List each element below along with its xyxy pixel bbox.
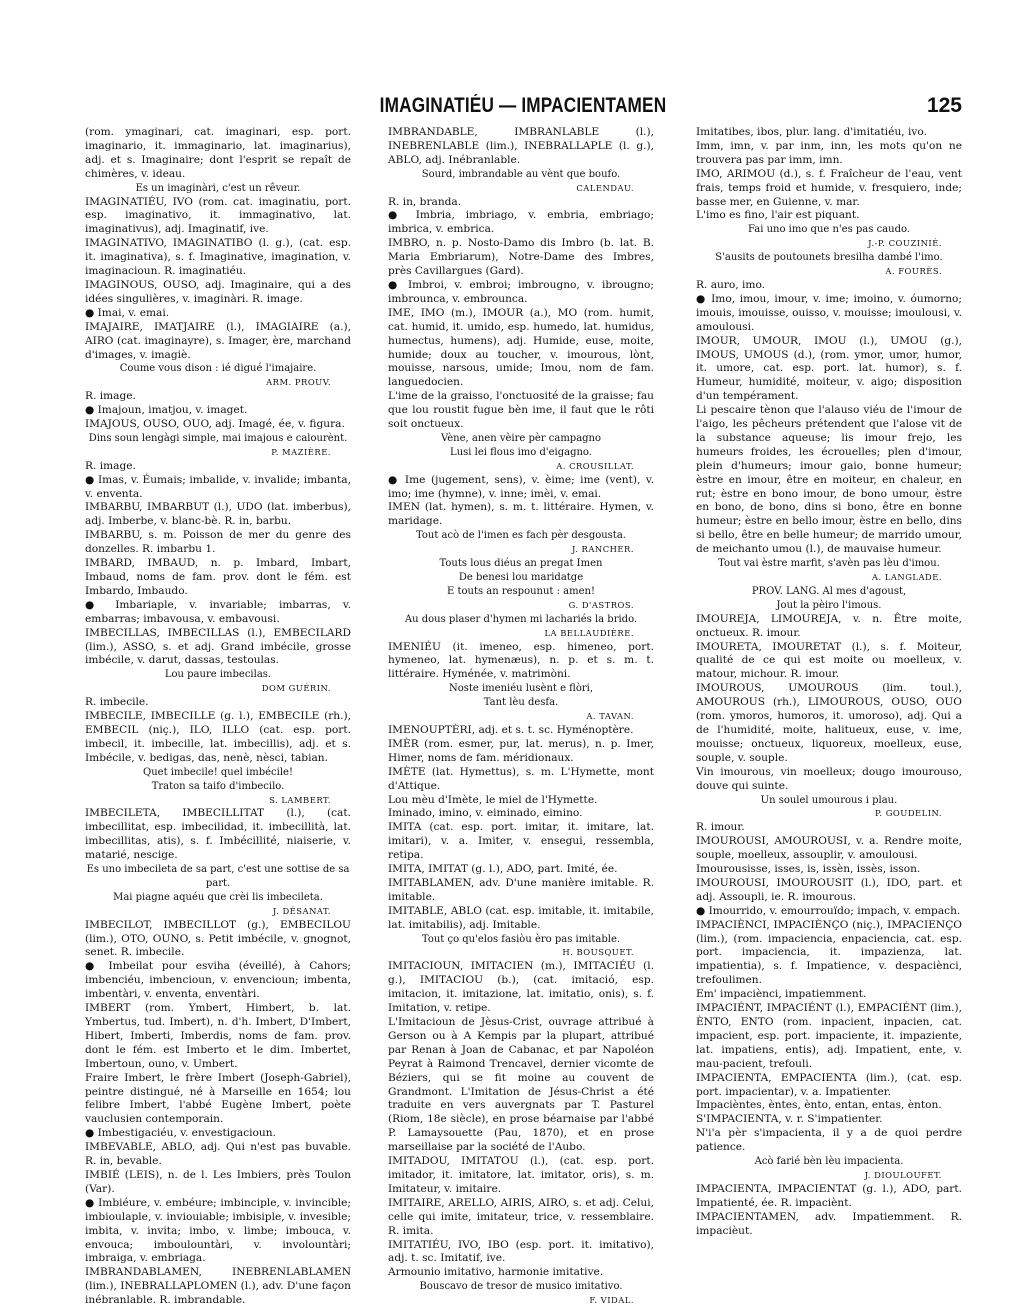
quotation-line: S'ausits de poutounets bresilha dambé l'imo. bbox=[715, 252, 943, 264]
quotation-line: Fai uno imo que n'es pas caudo. bbox=[747, 224, 911, 236]
dictionary-entry: Vin imourous, vin moelleux; dougo imourouso, douve qui suinte. bbox=[696, 765, 962, 792]
dictionary-entry: IMENIÉU (it. imeneo, esp. himeneo, port. hymeneo, lat. hymenæus), n. p. et s. m. t. littéraire. Hyménée, v. matrimòni. bbox=[388, 640, 654, 681]
quotation-line: Tout acò de l'imen es fach pèr desgousta. bbox=[416, 530, 626, 542]
dictionary-entry: N'i'a pèr s'impacienta, il y a de quoi perdre patience. bbox=[696, 1127, 962, 1154]
quote-author: J. DÉSANAT. bbox=[272, 905, 331, 916]
dictionary-entry: R. imour. bbox=[696, 821, 745, 834]
quotation-line: Vène, anen vèire pèr campagno bbox=[440, 432, 602, 444]
quote-author: J.-P. COUZINIÉ. bbox=[868, 238, 942, 249]
quotation-line: Tant lèu desfa. bbox=[483, 697, 559, 709]
quotation-line: Tout vai èstre marfit, s'avèn pas lèu d'imou. bbox=[718, 558, 940, 570]
dictionary-entry: IMOURETA, IMOURETAT (l.), s. f. Moiteur, qualité de ce qui est moite ou moelleux, v. matour, michour. R. imour. bbox=[696, 640, 962, 681]
quotation-line: PROV. LANG. Al mes d'agoust, bbox=[751, 585, 907, 597]
dictionary-entry: Armounio imitativo, harmonie imitative. bbox=[388, 1266, 604, 1279]
dictionary-entry: Imm, imn, v. par inm, inn, les mots qu'on ne trouvera pas par imm, imn. bbox=[696, 139, 962, 166]
quotation-line: Coume vous dison : ié digué l'imajaire. bbox=[119, 363, 317, 375]
dictionary-entry: ● Imai, v. emai. bbox=[85, 306, 170, 319]
quote-author: A. TAVAN. bbox=[586, 711, 634, 722]
dictionary-entry: IMPACIENTA, IMPACIENTAT (g. l.), ADO, part. Impatienté, ée. R. impaciènt. bbox=[696, 1182, 962, 1209]
dictionary-entry: IMITA, IMITAT (g. l.), ADO, part. Imité, ée. bbox=[388, 863, 618, 876]
quote-author: LA BELLAUDIÈRE. bbox=[544, 627, 634, 638]
column-3 bbox=[696, 126, 962, 1236]
quotation-line: Noste imeniéu lusènt e flòri, bbox=[448, 683, 594, 695]
dictionary-entry: L'Imitacioun de Jèsus-Crist, ouvrage attribué à Gerson ou à A Kempis par la plupart, attribué par Renan à Joan de Cabanac, et par Napoléon Peyrat à Raimond Trencavel, dernier vicomte de Béziers, qui se fit moine au couvent de Grandmont. L'Imitation de Jésus-Christ a été traduite en vers auvergnats par T. Pasturel (Riom, 18e siècle), en prose béarnaise par l'abbé P. Lamaysouette (Pau, 1870), et en prose marseillaise par la société de l'Aubo. bbox=[388, 1016, 654, 1154]
dictionary-entry: IMENOUPTÈRI, adj. et s. t. sc. Hyménoptère. bbox=[388, 723, 634, 736]
dictionary-entry: ● Imajoun, imatjou, v. imaget. bbox=[85, 404, 248, 417]
dictionary-entry: IMAJAIRE, IMATJAIRE (l.), IMAGIAIRE (a.), AIRO (cat. imaginayre), s. Imager, ère, marchand d'images, v. imagiè. bbox=[85, 320, 351, 361]
column-2 bbox=[388, 126, 654, 1306]
dictionary-entry: IMITAIRE, ARELLO, AIRIS, AIRO, s. et adj. Celui, celle qui imite, imitateur, trice, v. ressemblaire. R. imita. bbox=[388, 1196, 654, 1237]
dictionary-entry: R. image. bbox=[85, 390, 136, 403]
dictionary-entry: IMPACIENTAMEN, adv. Impatiemment. R. impacièut. bbox=[696, 1210, 962, 1237]
quote-author: A. LANGLADE. bbox=[871, 572, 942, 582]
quote-author: CALENDAU. bbox=[576, 182, 634, 193]
dictionary-entry: Lou mèu d'Imète, le miel de l'Hymette. bbox=[388, 793, 598, 806]
dictionary-entry: IMOUROUSI, IMOUROUSIT (l.), IDO, part. et adj. Assoupli, ie. R. imourous. bbox=[696, 876, 962, 903]
quotation-line: Es un imaginàri, c'est un rêveur. bbox=[135, 182, 301, 194]
dictionary-entry: IMBEVABLE, ABLO, adj. Qui n'est pas buvable. R. in, bevable. bbox=[85, 1141, 351, 1168]
quote-author: J. DIOULOUFET. bbox=[864, 1169, 942, 1180]
dictionary-entry: L'imo es fino, l'air est piquant. bbox=[696, 209, 860, 222]
quotation-line: Lusi lei flous imo d'eigagno. bbox=[450, 446, 592, 458]
dictionary-entry: IMBECILE, IMBECILLE (g. l.), EMBECILE (rh.), EMBECIL (niç.), ILO, ILLO (cat. esp. port. imbecil, it. imbecille, lat. imbecillis), adj. et s. Imbécile, v. bedigas, das, nenè, nèsci, tabian. bbox=[85, 710, 351, 764]
quote-author: H. BOUSQUET. bbox=[562, 947, 634, 958]
quotation-line: Quet imbecile! quel imbécile! bbox=[143, 766, 293, 778]
dictionary-entry: IMBARBU, s. m. Poisson de mer du genre des donzelles. R. imbarbu 1. bbox=[85, 529, 351, 556]
dictionary-entry: IMITABLE, ABLO (cat. esp. imitable, it. imitabile, lat. imitabilis), adj. Imitable. bbox=[388, 904, 654, 931]
dictionary-entry: IMAJOUS, OUSO, OUO, adj. Imagé, ée, v. figura. bbox=[85, 418, 345, 431]
dictionary-entry: S'IMPACIENTA, v. r. S'impatienter. bbox=[696, 1113, 883, 1126]
dictionary-entry: IMÈTE (lat. Hymettus), s. m. L'Hymette, mont d'Attique. bbox=[388, 765, 654, 792]
dictionary-entry: IMOUROUSI, AMOUROUSI, v. a. Rendre moite, souple, moelleux, assouplir, v. amoulousi. bbox=[696, 835, 962, 862]
quotation-line: De benesi lou maridatge bbox=[458, 572, 584, 583]
dictionary-entry: IMITACIOUN, IMITACIEN (m.), IMITACIÉU (l. g.), IMITACIOU (b.), (cat. imitació, esp. imitacion, it. imitazione, lat. imitatio, onis), s. f. Imitation, v. retipe. bbox=[388, 960, 654, 1015]
quotation-line: Au dous plaser d'hymen mi lachariés la brido. bbox=[404, 613, 638, 625]
dictionary-entry: (rom. ymaginari, cat. imaginari, esp. port. imaginario, it. immaginario, lat. imaginarius), adj. et s. Imaginaire; dont l'esprit se repaît de chimères, v. ideau. bbox=[85, 126, 351, 180]
dictionary-entry: IMBRANDABLAMEN, INEBRENLABLAMEN (lim.), INEBRALLAPLOMEN (l.), adv. D'une façon inébranlable. R. imbrandable. bbox=[85, 1266, 351, 1307]
dictionary-entry: IME, IMO (m.), IMOUR (a.), MO (rom. humit, cat. humid, it. umido, esp. humedo, lat. humidus, humectus, humens), adj. Humide, euse, moite, humide; doux au toucher, v. imourous, lònt, mouisse, narsous, umide; Imou, nom de fam. languedocien. bbox=[388, 306, 654, 389]
quote-author: P. GOUDELIN. bbox=[874, 808, 942, 819]
dictionary-entry: R. imbecile. bbox=[85, 696, 149, 709]
dictionary-entry: IMAGINATIÉU, IVO (rom. cat. imaginatiu, port. esp. imaginativo, it. immaginativo, lat. imaginativus), adj. Imaginatif, ive. bbox=[85, 195, 351, 236]
dictionary-entry: ● Imourrido, v. emourrouïdo; impach, v. empach. bbox=[696, 904, 961, 917]
dictionary-entry: ● Imbariaple, v. invariable; imbarras, v. embarras; imbavousa, v. embavousi. bbox=[85, 598, 351, 625]
quote-author: A. FOURÈS. bbox=[885, 266, 942, 277]
dictionary-entry: IMITA (cat. esp. port. imitar, it. imitare, lat. imitari), v. a. Imiter, v. ensegui, ressembla, retipa. bbox=[388, 821, 654, 862]
quote-author: G. D'ASTROS. bbox=[568, 599, 634, 610]
dictionary-entry: IMBECILOT, IMBECILLOT (g.), EMBECILOU (lim.), OTO, OUNO, s. Petit imbécile, v. gnognot, senet. R. imbecile. bbox=[85, 918, 351, 959]
quotation-line: Bouscavo de tresor de musico imitativo. bbox=[419, 1281, 623, 1293]
dictionary-entry: L'ime de la graisso, l'onctuosité de la graisse; fau que lou roustit fugue bèn ime, il faut que le rôti soit onctueux. bbox=[388, 390, 654, 431]
quotation-line: Touts lous diéus an pregat Imen bbox=[439, 558, 603, 570]
page-header bbox=[84, 94, 962, 124]
dictionary-entry: IMOUREJA, LIMOUREJA, v. n. Être moite, onctueux. R. imour. bbox=[696, 612, 962, 639]
dictionary-entry: ● Imas, v. Éumais; imbalide, v. invalide; imbanta, v. enventa. bbox=[85, 473, 351, 500]
dictionary-entry: ● Imbroi, v. embroi; imbrougno, v. ibrougno; imbrounca, v. embrounca. bbox=[388, 278, 654, 305]
quotation-line: Mai piagne aquéu que crèi lis imbecileta. bbox=[113, 891, 323, 903]
dictionary-entry: IMBARBU, IMBARBUT (l.), UDO (lat. imberbus), adj. Imberbe, v. blanc-bè. R. in, barbu. bbox=[85, 501, 351, 528]
dictionary-entry: IMPACIÈNCI, IMPACIÈNÇO (niç.), IMPACIENÇO (lim.), (rom. impaciencia, enpaciencia, cat. esp. port. impaciencia, it. impazienza, lat. impatientia), s. f. Impatience, v. despaciènci, trefoulimen. bbox=[696, 918, 962, 987]
dictionary-entry: Iminado, imino, v. eiminado, eimino. bbox=[388, 807, 583, 820]
dictionary-entry: IMEN (lat. hymen), s. m. t. littéraire. Hymen, v. maridage. bbox=[388, 501, 654, 528]
quotation-line: Dins soun lengàgi simple, mai imajous e calourènt. bbox=[88, 432, 348, 444]
dictionary-entry: IMBECILLAS, IMBECILLAS (l.), EMBECILARD (lim.), ASSO, s. et adj. Grand imbécile, grosse imbécile, v. darut, dassas, testoulas. bbox=[85, 626, 351, 667]
running-title: IMAGINATIÉU — IMPACIENTAMEN bbox=[379, 94, 667, 117]
quotation-line: Acò farié bèn lèu impacienta. bbox=[754, 1156, 904, 1168]
quotation-line: Traton sa taifo d'imbecilo. bbox=[151, 780, 285, 792]
page-number: 125 bbox=[926, 94, 962, 117]
dictionary-entry: IMO, ARIMOU (d.), s. f. Fraîcheur de l'eau, vent frais, temps froid et humide, v. fresquiero, inde; basse mer, en Guienne, v. mar. bbox=[696, 167, 962, 208]
dictionary-entry: IMOUROUS, UMOUROUS (lim. toul.), AMOUROUS (rh.), LIMOUROUS, OUSO, OUO (rom. ymoros, humoros, it. umoroso), adj. Qui a de l'humidité, moite, halitueux, euse, v. ime, mouisse; onctueux, liquoreux, moelleux, euse, souple, v. souple. bbox=[696, 682, 962, 764]
dictionary-entry: IMÈR (rom. esmer, pur, lat. merus), n. p. Imer, Himer, noms de fam. méridionaux. bbox=[388, 737, 654, 764]
quote-author: DOM GUÉRIN. bbox=[261, 683, 331, 694]
dictionary-entry: Fraire Imbert, le frère Imbert (Joseph-Gabriel), peintre distingué, né à Marseille en 1654; lou felibre Imbert, l'abbé Eugène Imbert, poète vauclusien contemporain. bbox=[85, 1071, 351, 1126]
dictionary-entry: IMAGINATIVO, IMAGINATIBO (l. g.), (cat. esp. it. imaginativa), s. f. Imaginative, imagination, v. imaginacioun. R. imaginatiéu. bbox=[85, 237, 351, 278]
dictionary-entry: Imitatibes, ibos, plur. lang. d'imitatiéu, ivo. bbox=[696, 126, 927, 138]
quote-author: A. CROUSILLAT. bbox=[556, 460, 634, 471]
dictionary-entry: IMBRO, n. p. Nosto-Damo dis Imbro (b. lat. B. Maria Embriarum), Notre-Dame des Imbres, près Cavillargues (Gard). bbox=[388, 237, 654, 278]
quote-author: S. LAMBERT. bbox=[269, 794, 331, 805]
dictionary-entry: IMITABLAMEN, adv. D'une manière imitable. R. imitable. bbox=[388, 876, 654, 903]
dictionary-entry: R. in, branda. bbox=[388, 195, 462, 208]
dictionary-entry: ● Imbria, imbriago, v. embria, embriago; imbrica, v. embrica. bbox=[388, 209, 654, 236]
dictionary-entry: Li pescaire tènon que l'alauso viéu de l'imour de l'aigo, les pêcheurs prétendent que l'alose vit de la substance aqueuse; lis imour frejo, les humeurs froides, les écrouelles; plen d'imour, plein d'humeurs; imour gaio, bonne humeur; èstre en imour, être en moiteur, en chaleur, en rut; èstre en bono imour, de bono umour, èstre en bono, de bono, dins si bono, être en bonne humeur; èstre en bello imour, èstre en bello, dins si bello, être en belle humeur; de marrido umour, de meichanto umou (l.), de mauvaise humeur. bbox=[696, 404, 962, 556]
dictionary-entry: IMBERT (rom. Ymbert, Himbert, b. lat. Ymbertus, tud. Imbert), n. d'h. Imbert, D'Imbert, Hibert, Imberti, Imberdis, noms de fam. prov. dont le fém. est Imberto et le dim. Imbertet, Imbertoun, ouno, v. Umbert. bbox=[85, 1002, 351, 1070]
dictionary-entry: Impacièntes, èntes, ènto, entan, entas, ènton. bbox=[696, 1099, 942, 1112]
dictionary-entry: IMBRANDABLE, IMBRANLABLE (l.), INEBRENLABLE (lim.), INEBRALLAPLE (l. g.), ABLO, adj. Inébranlable. bbox=[388, 126, 654, 166]
dictionary-entry: IMITATIÉU, IVO, IBO (esp. port. it. imitativo), adj. t. sc. Imitatif, ive. bbox=[388, 1238, 654, 1265]
dictionary-entry: ● Imbestigaciéu, v. envestigacioun. bbox=[85, 1127, 276, 1140]
quote-author: J. RANCHER. bbox=[571, 544, 634, 555]
column-1 bbox=[85, 126, 351, 1307]
quotation-line: Es uno imbecileta de sa part, c'est une sottise de sa part. bbox=[86, 864, 350, 889]
dictionary-entry: IMBECILETA, IMBECILLITAT (l.), (cat. imbecillitat, esp. imbecilidad, it. imbecillità, lat. imbecillitas, atis), s. f. Imbécillité, niaiserie, v. matarié, nescige. bbox=[85, 807, 351, 862]
dictionary-entry: IMBIÉ (LEIS), n. de l. Les Imbiers, près Toulon (Var). bbox=[85, 1168, 351, 1195]
dictionary-entry: IMAGINOUS, OUSO, adj. Imaginaire, qui a des idées singulières, v. imaginàri. R. image. bbox=[85, 278, 351, 305]
dictionary-entry: R. image. bbox=[85, 459, 136, 472]
dictionary-entry: IMOUR, UMOUR, IMOU (l.), UMOU (g.), IMOUS, UMOUS (d.), (rom. ymor, umor, humor, it. umore, cat. esp. port. lat. humor), s. f. Humeur, humidité, moiteur, v. aigo; disposition d'un tempérament. bbox=[696, 334, 962, 403]
dictionary-entry: R. auro, imo. bbox=[696, 278, 766, 291]
quotation-line: Lou paure imbecilas. bbox=[164, 669, 272, 681]
dictionary-entry: Imourousisse, isses, is, issèn, issès, isson. bbox=[696, 863, 921, 876]
quotation-line: Sourd, imbrandable au vènt que boufo. bbox=[421, 168, 621, 180]
dictionary-entry: ● Imbeilat pour esviha (éveillé), à Cahors; imbenciéu, imbencioun, v. envencioun; imbenta, imbentàri, v. enventa, enventàri. bbox=[85, 960, 351, 1001]
quote-author: P. MAZIÈRE. bbox=[271, 446, 331, 457]
quotation-line: Tout ço qu'elos fasiòu èro pas imitable. bbox=[421, 933, 621, 945]
quote-author: ARM. PROUV. bbox=[266, 377, 331, 388]
dictionary-entry: Em' impaciènci, impatiemment. bbox=[696, 988, 867, 1001]
dictionary-entry: ● Imo, imou, imour, v. ime; imoino, v. óumorno; imouis, imouisse, ouisso, v. mouisse; imoulousi, v. amoulousi. bbox=[696, 292, 962, 333]
dictionary-entry: IMPACIÉNT, IMPACIÉNT (l.), EMPACIÉNT (lim.), ÈNTO, ENTO (rom. inpacient, inpacien, cat. impacient, esp. port. impaciente, it. impaziente, lat. impatiens, entis), adj. Impatient, ente, v. mau-pacient, trefouli. bbox=[696, 1002, 962, 1070]
dictionary-entry: IMITADOU, IMITATOU (l.), (cat. esp. port. imitador, it. imitatore, lat. imitator, oris), s. m. Imitateur, v. imitaire. bbox=[388, 1155, 654, 1195]
dictionary-entry: ● Ime (jugement, sens), v. èime; ime (vent), v. imo; ime (hymne), v. inne; imèi, v. emai. bbox=[388, 473, 654, 500]
quote-author: F. VIDAL. bbox=[589, 1295, 634, 1306]
dictionary-entry: ● Imbiéure, v. embéure; imbinciple, v. invincible; imbioulaple, v. inviouiable; imbisiple, v. invesible; imbita, v. invita; imbo, v. limbe; imbouca, v. envouca; imboulountàri, v. involountàri; imbraiga, v. embriaga. bbox=[85, 1196, 351, 1265]
dictionary-entry: IMBARD, IMBAUD, n. p. Imbard, Imbart, Imbaud, noms de fam. prov. dont le fém. est Imbardo, Imbaudo. bbox=[85, 557, 351, 597]
quotation-line: E touts an respounut : amen! bbox=[446, 585, 595, 597]
quotation-line: Un soulel umourous i plau. bbox=[760, 794, 898, 806]
dictionary-entry: IMPACIENTA, EMPACIENTA (lim.), (cat. esp. port. impacientar), v. a. Impatienter. bbox=[696, 1071, 962, 1098]
quotation-line: Jout la pèiro l'imous. bbox=[776, 599, 882, 611]
